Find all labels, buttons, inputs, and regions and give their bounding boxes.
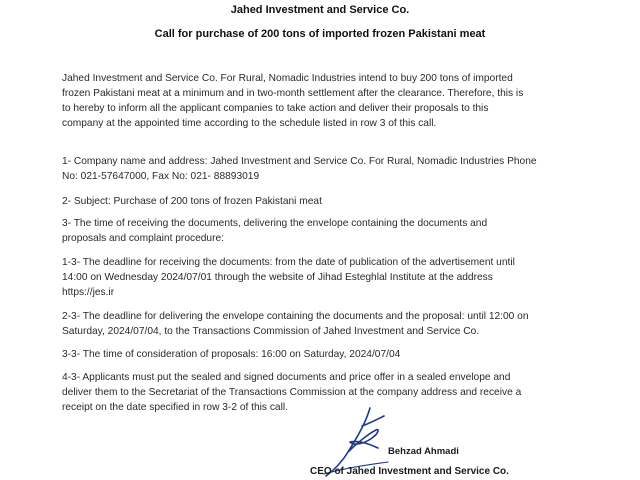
item-consideration (62, 347, 562, 362)
item-line: proposals and complaint procedure: (62, 233, 224, 244)
item-company-address (62, 154, 562, 184)
item-line: https://jes.ir (62, 287, 115, 298)
item-subject (62, 194, 562, 209)
document-title: Call for purchase of 200 tons of imported frozen Pakistani meat (154, 28, 486, 40)
item-line: 14:00 on Wednesday 2024/07/01 through the website of Jihad Esteghlal Institute at the address (62, 272, 493, 283)
item-line: 3-3- The time of consideration of proposals: 16:00 on Saturday, 2024/07/04 (62, 349, 401, 360)
item-line: 3- The time of receiving the documents, delivering the envelope containing the documents and (62, 218, 488, 229)
signatory-title: CEO of Jahed Investment and Service Co. (310, 466, 509, 477)
intro-paragraph (62, 71, 562, 131)
item-line: 2-3- The deadline for delivering the envelope containing the documents and the proposal: until 12:00 on (62, 311, 529, 322)
item-line: No: 021-57647000, Fax No: 021- 88893019 (62, 171, 260, 182)
signatory-name: Behzad Ahmadi (388, 446, 459, 457)
item-line: 2- Subject: Purchase of 200 tons of frozen Pakistani meat (62, 196, 322, 207)
item-line: receipt on the date specified in row 3-2 of this call. (62, 402, 288, 413)
intro-line: Jahed Investment and Service Co. For Rural, Nomadic Industries intend to buy 200 tons of imported (62, 73, 513, 84)
intro-line: company at the appointed time according to the schedule listed in row 3 of this call. (62, 118, 437, 129)
item-deadline-delivering (62, 309, 562, 339)
item-deadline-receiving (62, 255, 562, 300)
company-heading: Jahed Investment and Service Co. (230, 4, 410, 16)
intro-line: frozen Pakistani meat at a minimum and in two-month settlement after the clearance. Therefore, this is (62, 88, 524, 99)
item-line: 4-3- Applicants must put the sealed and signed documents and price offer in a sealed envelope and (62, 372, 511, 383)
item-submission (62, 370, 562, 415)
item-line: deliver them to the Secretariat of the Transactions Commission at the company address and receive a (62, 387, 522, 398)
item-line: 1- Company name and address: Jahed Investment and Service Co. For Rural, Nomadic Industries Phone (62, 156, 537, 167)
item-timing (62, 216, 562, 246)
intro-line: to hereby to inform all the applicant companies to take action and deliver their proposals to this (62, 103, 489, 114)
item-line: 1-3- The deadline for receiving the documents: from the date of publication of the advertisement until (62, 257, 515, 268)
item-line: Saturday, 2024/07/04, to the Transactions Commission of Jahed Investment and Service Co. (62, 326, 480, 337)
